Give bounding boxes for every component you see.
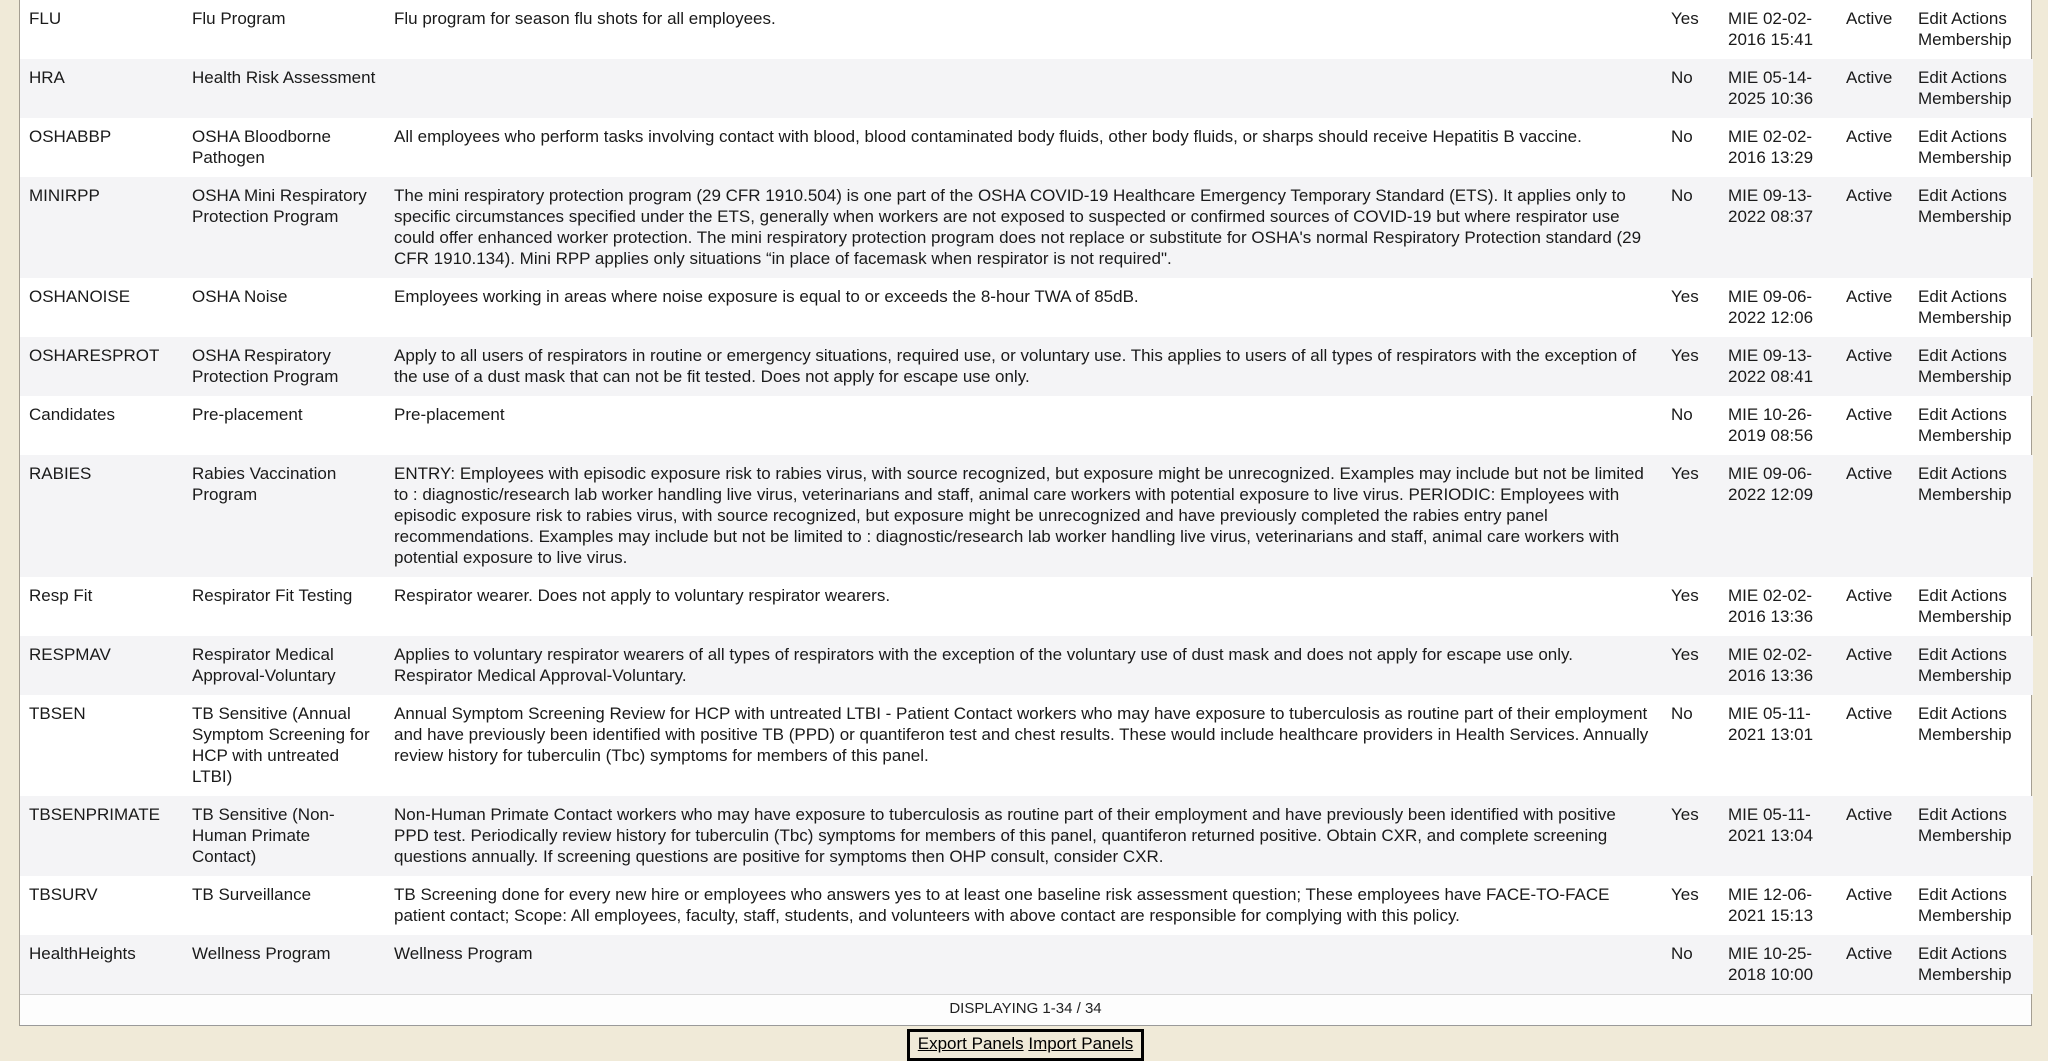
panel-status: Active [1846,645,1893,664]
actions-link[interactable]: Actions [1951,464,2007,483]
panel-modified: MIE 05-14-2025 10:36 [1728,68,1814,108]
panel-modified: MIE 09-06-2022 12:09 [1728,464,1814,504]
panel-name: TB Surveillance [192,885,312,904]
panel-status: Active [1846,186,1893,205]
panel-description: Non-Human Primate Contact workers who may have exposure to tuberculosis as routine part of their employment and have previously been identified with positive PPD test. Periodically review history for tuberculin (Tbc) symptoms for members of this panel, quantiferon returned positive. Obtain CXR, and complete screening questions annually. If screening questions are positive for symptoms then OHP consult, consider CXR. [394,805,1616,866]
panel-flag: Yes [1671,287,1699,306]
edit-link[interactable]: Edit [1918,346,1948,365]
panel-description: Employees working in areas where noise exposure is equal to or exceeds the 8-hour TWA of 85dB. [394,287,1139,306]
panel-name: OSHA Noise [192,287,288,306]
edit-link[interactable]: Edit [1918,464,1948,483]
panel-name: OSHA Respiratory Protection Program [192,346,339,386]
panel-code: Candidates [29,405,116,424]
panel-status: Active [1846,287,1893,306]
panel-name: Wellness Program [192,944,331,963]
actions-link[interactable]: Actions [1951,127,2007,146]
panel-code: HRA [29,68,65,87]
export-panels-link[interactable]: Export Panels [917,1034,1024,1053]
panel-code: Resp Fit [29,586,93,605]
panel-modified: MIE 09-13-2022 08:41 [1728,346,1814,386]
panel-code: TBSENPRIMATE [29,805,160,824]
panel-name: Respirator Medical Approval-Voluntary [192,645,336,685]
actions-link[interactable]: Actions [1951,704,2007,723]
panel-modified: MIE 02-02-2016 15:41 [1728,9,1814,49]
panel-modified: MIE 02-02-2016 13:36 [1728,645,1814,685]
panel-code: OSHANOISE [29,287,131,306]
membership-link[interactable]: Membership [1918,666,2012,685]
actions-link[interactable]: Actions [1951,586,2007,605]
panel-name: TB Sensitive (Non-Human Primate Contact) [192,805,335,866]
panel-description: The mini respiratory protection program (29 CFR 1910.504) is one part of the OSHA COVID-19 Healthcare Emergency Temporary Standard (ETS). It applies only to specific circumstances specified under the ETS, generally when workers are not exposed to suspected or confirmed sources of COVID-19 but where respirator use could offer enhanced worker protection. The mini respiratory protection program does not replace or substitute for OSHA's normal Respiratory Protection standard (29 CFR 1910.134). Mini RPP applies only situations “in place of facemask when respirator is not required". [394,186,1642,268]
panel-actions [1909,636,2033,695]
panel-actions [1909,278,2033,337]
panel-row [20,935,2033,994]
panel-code: TBSURV [29,885,98,904]
edit-link[interactable]: Edit [1918,704,1948,723]
panel-description: ENTRY: Employees with episodic exposure risk to rabies virus, with source recognized, but exposure might be unrecognized. Examples may include but not be limited to : diagnostic/research lab worker handling live virus, veterinarians and staff, animal care workers with potential exposure to live virus. PERIODIC: Employees with episodic exposure risk to rabies virus, with source recognized, but exposure might be unrecognized and have previously completed the rabies entry panel recommendations. Examples may include but not be limited to : diagnostic/research lab worker handling live virus, veterinarians and staff, animal care workers with potential exposure to live virus. [394,464,1644,567]
panel-flag: Yes [1671,9,1699,28]
panel-actions [1909,695,2033,796]
actions-link[interactable]: Actions [1951,68,2007,87]
panel-flag: Yes [1671,346,1699,365]
membership-link[interactable]: Membership [1918,308,2012,327]
panel-modified: MIE 02-02-2016 13:36 [1728,586,1814,626]
panel-status: Active [1846,68,1893,87]
displaying-count: DISPLAYING 1-34 / 34 [949,1000,1102,1017]
panel-modified: MIE 10-25-2018 10:00 [1728,944,1814,984]
edit-link[interactable]: Edit [1918,645,1948,664]
membership-link[interactable]: Membership [1918,426,2012,445]
panel-status: Active [1846,464,1893,483]
panel-code: RABIES [29,464,92,483]
panel-name: Rabies Vaccination Program [192,464,337,504]
panel-description: Pre-placement [394,405,505,424]
panel-modified: MIE 05-11-2021 13:01 [1728,704,1814,744]
panel-flag: Yes [1671,805,1699,824]
edit-link[interactable]: Edit [1918,186,1948,205]
panel-description: Apply to all users of respirators in routine or emergency situations, required use, or voluntary use. This applies to users of all types of respirators with the exception of the use of a dust mask that can not be fit tested. Does not apply for escape use only. [394,346,1637,386]
panel-modified: MIE 02-02-2016 13:29 [1728,127,1814,167]
edit-link[interactable]: Edit [1918,885,1948,904]
panel-row [20,636,2033,695]
panel-row [20,118,2033,177]
panel-description: Wellness Program [394,944,533,963]
membership-link[interactable]: Membership [1918,725,2012,744]
panels-table [20,0,2033,994]
panel-code: OSHABBP [29,127,112,146]
panel-modified: MIE 09-06-2022 12:06 [1728,287,1814,327]
panel-row [20,396,2033,455]
panel-description: Respirator wearer. Does not apply to voluntary respirator wearers. [394,586,891,605]
panel-description: TB Screening done for every new hire or employees who answers yes to at least one baseline risk assessment question; These employees have FACE-TO-FACE patient contact; Scope: All employees, faculty, staff, students, and volunteers with above contact are responsible for complying with this policy. [394,885,1610,925]
panel-flag: No [1671,405,1693,424]
panel-actions [1909,935,2033,994]
actions-link[interactable]: Actions [1951,9,2007,28]
membership-link[interactable]: Membership [1918,906,2012,925]
membership-link[interactable]: Membership [1918,207,2012,226]
membership-link[interactable]: Membership [1918,826,2012,845]
panel-flag: Yes [1671,645,1699,664]
panel-status: Active [1846,346,1893,365]
panel-status: Active [1846,127,1893,146]
panel-actions [1909,118,2033,177]
panel-status: Active [1846,704,1893,723]
pagination-bar [20,994,2031,1025]
panel-modified: MIE 12-06-2021 15:13 [1728,885,1814,925]
panel-modified: MIE 09-13-2022 08:37 [1728,186,1814,226]
panel-actions [1909,177,2033,278]
panel-actions [1909,337,2033,396]
actions-link[interactable]: Actions [1951,346,2007,365]
panels-table-container [19,0,2032,1026]
panel-row [20,695,2033,796]
panel-status: Active [1846,885,1893,904]
panel-actions [1909,577,2033,636]
panel-row [20,577,2033,636]
panel-row [20,59,2033,118]
panel-code: HealthHeights [29,944,136,963]
panel-status: Active [1846,405,1893,424]
panel-actions [1909,59,2033,118]
membership-link[interactable]: Membership [1918,89,2012,108]
panel-name: OSHA Mini Respiratory Protection Program [192,186,367,226]
panel-row [20,278,2033,337]
panel-name: Flu Program [192,9,286,28]
export-import-box [907,1029,1144,1061]
membership-link[interactable]: Membership [1918,30,2012,49]
panel-row [20,337,2033,396]
panel-description: Applies to voluntary respirator wearers of all types of respirators with the exception of the voluntary use of dust mask and does not apply for escape use only. Respirator Medical Approval-Voluntary. [394,645,1573,685]
actions-link[interactable]: Actions [1951,944,2007,963]
panel-actions [1909,876,2033,935]
panel-name: Health Risk Assessment [192,68,376,87]
panel-flag: No [1671,186,1693,205]
export-import-row [19,1029,2032,1061]
panel-code: OSHARESPROT [29,346,160,365]
panel-row [20,177,2033,278]
panel-status: Active [1846,9,1893,28]
membership-link[interactable]: Membership [1918,485,2012,504]
edit-link[interactable]: Edit [1918,944,1948,963]
panel-description: Flu program for season flu shots for all employees. [394,9,776,28]
edit-link[interactable]: Edit [1918,586,1948,605]
membership-link[interactable]: Membership [1918,607,2012,626]
panel-flag: Yes [1671,586,1699,605]
panel-code: MINIRPP [29,186,100,205]
panel-row [20,876,2033,935]
membership-link[interactable]: Membership [1918,965,2012,984]
edit-link[interactable]: Edit [1918,68,1948,87]
panel-name: OSHA Bloodborne Pathogen [192,127,331,167]
panel-description [385,59,1662,118]
actions-link[interactable]: Actions [1951,645,2007,664]
panel-modified: MIE 05-11-2021 13:04 [1728,805,1814,845]
panel-row [20,455,2033,577]
membership-link[interactable]: Membership [1918,367,2012,386]
panel-actions [1909,0,2033,59]
panel-name: Respirator Fit Testing [192,586,353,605]
actions-link[interactable]: Actions [1951,287,2007,306]
panel-description: Annual Symptom Screening Review for HCP with untreated LTBI - Patient Contact workers who may have exposure to tuberculosis as routine part of their employment and have previously been identified with positive TB (PPD) or quantiferon test and chest results. These would include healthcare providers in Health Services. Annually review history for tuberculin (Tbc) symptoms for members of this panel. [394,704,1649,765]
panel-status: Active [1846,944,1893,963]
panel-status: Active [1846,805,1893,824]
panel-description: All employees who perform tasks involving contact with blood, blood contaminated body fluids, other body fluids, or sharps should receive Hepatitis B vaccine. [394,127,1582,146]
panel-name: Pre-placement [192,405,303,424]
panel-flag: Yes [1671,464,1699,483]
panel-code: TBSEN [29,704,86,723]
panel-flag: No [1671,127,1693,146]
membership-link[interactable]: Membership [1918,148,2012,167]
panel-name: TB Sensitive (Annual Symptom Screening for HCP with untreated LTBI) [192,704,370,786]
panel-flag: No [1671,68,1693,87]
panel-actions [1909,455,2033,577]
panel-actions [1909,796,2033,876]
edit-link[interactable]: Edit [1918,805,1948,824]
edit-link[interactable]: Edit [1918,405,1948,424]
panel-code: RESPMAV [29,645,111,664]
actions-link[interactable]: Actions [1951,186,2007,205]
edit-link[interactable]: Edit [1918,9,1948,28]
actions-link[interactable]: Actions [1951,805,2007,824]
panel-row [20,796,2033,876]
panel-row [20,0,2033,59]
edit-link[interactable]: Edit [1918,127,1948,146]
panel-modified: MIE 10-26-2019 08:56 [1728,405,1814,445]
panel-code: FLU [29,9,62,28]
import-panels-link[interactable]: Import Panels [1028,1034,1134,1053]
panel-actions [1909,396,2033,455]
edit-link[interactable]: Edit [1918,287,1948,306]
actions-link[interactable]: Actions [1951,405,2007,424]
panel-flag: No [1671,704,1693,723]
actions-link[interactable]: Actions [1951,885,2007,904]
panel-status: Active [1846,586,1893,605]
panel-flag: Yes [1671,885,1699,904]
panel-flag: No [1671,944,1693,963]
